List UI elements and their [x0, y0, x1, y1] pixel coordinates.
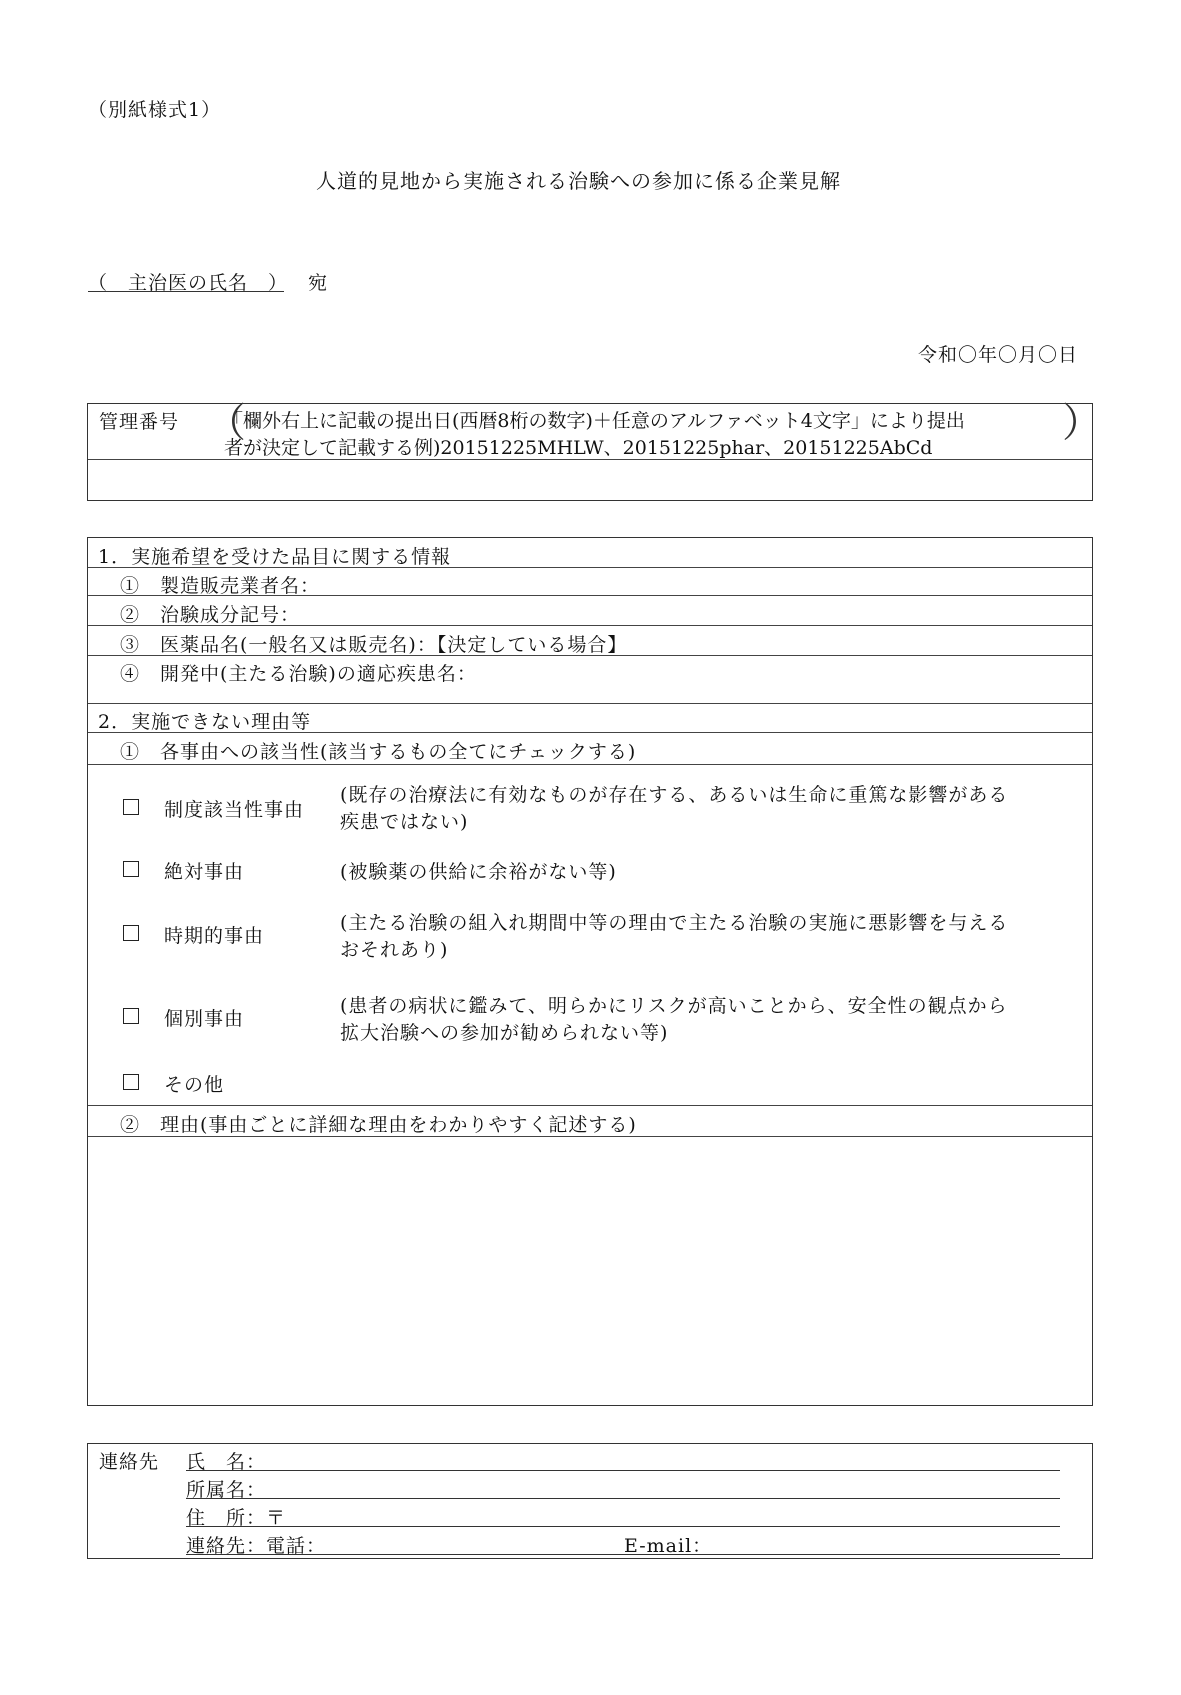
note-bracket-right: ） [1062, 400, 1102, 446]
checkbox-system-reason[interactable] [123, 799, 139, 815]
reason-desc-individual-1: (患者の病状に鑑みて、明らかにリスクが高いことから、安全性の観点から [340, 995, 1008, 1017]
compound-code-field[interactable]: ② 治験成分記号： [120, 604, 301, 626]
form-label: （別紙様式1） [88, 99, 222, 121]
section2-heading: 2．実施できない理由等 [98, 711, 312, 733]
reason-detail-subheading: ② 理由(事由ごとに詳細な理由をわかりやすく記述する) [120, 1114, 637, 1136]
manufacturer-field[interactable]: ① 製造販売業者名： [120, 575, 321, 597]
checkbox-absolute-reason[interactable] [123, 861, 139, 877]
addressee-underline [88, 291, 284, 292]
control-note-line1: 「欄外右上に記載の提出日(西暦8桁の数字)＋任意のアルファベット4文字」により提出 [224, 410, 965, 432]
contact-phone-email-input[interactable] [186, 1554, 1060, 1555]
note-bracket-left: （ [206, 400, 246, 446]
reason-desc-timing-2: おそれあり) [340, 939, 449, 961]
reason-desc-timing-1: (主たる治験の組入れ期間中等の理由で主たる治験の実施に悪影響を与える [340, 912, 1009, 934]
contact-affiliation-label: 所属名： [186, 1479, 267, 1501]
drug-name-field[interactable]: ③ 医薬品名(一般名又は販売名)：【決定している場合】 [120, 634, 628, 656]
applicability-subheading: ① 各事由への該当性(該当するもの全てにチェックする) [120, 741, 637, 763]
contact-phone-label: 連絡先：電話： [186, 1535, 327, 1557]
contact-email-label: E-mail： [624, 1535, 713, 1557]
reason-label-absolute: 絶対事由 [164, 861, 245, 883]
document-title: 人道的見地から実施される治験への参加に係る企業見解 [316, 169, 841, 193]
checkbox-individual-reason[interactable] [123, 1008, 139, 1024]
checkbox-timing-reason[interactable] [123, 925, 139, 941]
contact-heading: 連絡先 [99, 1451, 160, 1473]
indication-field[interactable]: ④ 開発中(主たる治験)の適応疾患名： [120, 663, 477, 685]
addressee-suffix: 宛 [308, 272, 329, 294]
section1-heading: 1．実施希望を受けた品目に関する情報 [98, 546, 452, 568]
contact-affiliation-input[interactable] [186, 1498, 1060, 1499]
reason-desc-individual-2: 拡大治験への参加が勧められない等) [340, 1022, 669, 1044]
reason-detail-textarea[interactable] [90, 1140, 1088, 1402]
checkbox-other-reason[interactable] [123, 1074, 139, 1090]
control-number-label: 管理番号 [99, 411, 180, 433]
addressee-name[interactable]: （ 主治医の氏名 ） [88, 272, 289, 294]
submission-date[interactable]: 令和〇年〇月〇日 [918, 344, 1079, 366]
control-note-line2: 者が決定して記載する例)20151225MHLW、20151225phar、20151225AbCd [224, 437, 933, 459]
reason-label-timing: 時期的事由 [164, 925, 265, 947]
reason-desc-absolute-1: (被験薬の供給に余裕がない等) [340, 861, 617, 883]
reason-desc-system-1: (既存の治療法に有効なものが存在する、あるいは生命に重篤な影響がある [340, 784, 1009, 806]
reason-label-system: 制度該当性事由 [164, 799, 305, 821]
reason-desc-system-2: 疾患ではない) [340, 811, 469, 833]
contact-name-label: 氏 名： [186, 1451, 267, 1473]
reason-label-other: その他 [164, 1074, 225, 1096]
contact-address-label: 住 所：〒 [186, 1507, 287, 1529]
contact-name-input[interactable] [186, 1470, 1060, 1471]
reason-label-individual: 個別事由 [164, 1008, 245, 1030]
contact-address-input[interactable] [186, 1526, 1060, 1527]
